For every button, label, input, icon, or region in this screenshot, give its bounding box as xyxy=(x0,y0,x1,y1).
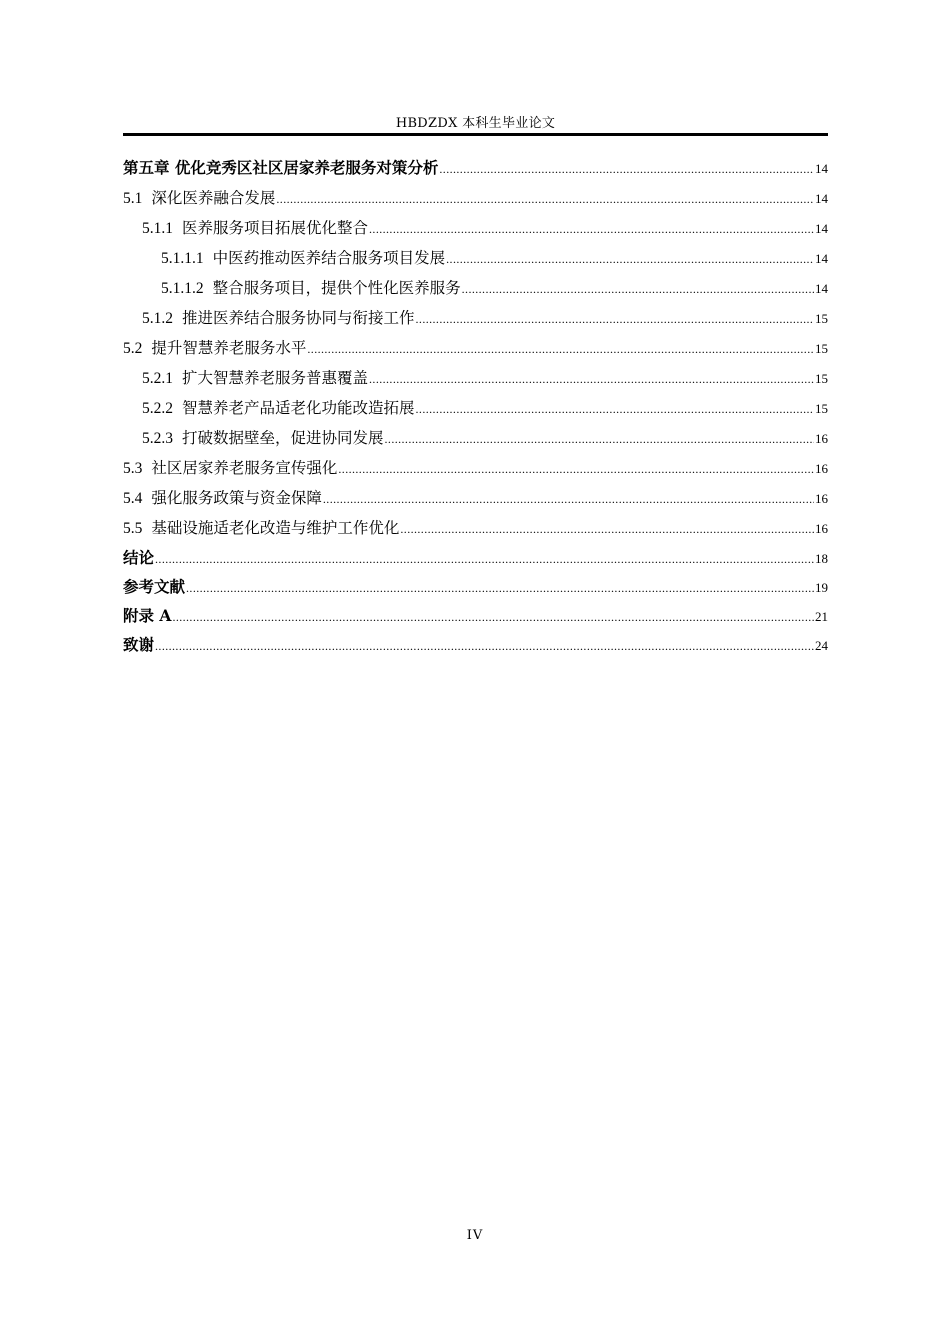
toc-leader-dots xyxy=(400,514,814,544)
toc-entry-title: 参考文献 xyxy=(123,577,186,596)
toc-entry[interactable] xyxy=(123,243,828,273)
toc-entry-page: 16 xyxy=(815,461,828,476)
toc-entry[interactable] xyxy=(123,572,828,601)
toc-entry-number: 5.5 xyxy=(123,520,143,537)
toc-entry-page: 15 xyxy=(815,401,828,416)
toc-leader-dots xyxy=(307,334,814,364)
toc-leader-dots xyxy=(439,154,814,184)
toc-entry-page: 15 xyxy=(815,371,828,386)
toc-entry[interactable] xyxy=(123,333,828,363)
toc-entry-title: 附录 A xyxy=(123,606,172,625)
toc-leader-dots xyxy=(338,454,814,484)
toc-entry-title: 社区居家养老服务宣传强化 xyxy=(151,459,338,477)
toc-entry-number: 5.3 xyxy=(123,460,143,477)
toc-entry-title: 致谢 xyxy=(123,635,155,654)
header-rule xyxy=(123,133,828,136)
toc-leader-dots xyxy=(323,484,814,514)
toc-leader-dots xyxy=(172,603,814,632)
toc-entry-page: 21 xyxy=(815,609,828,624)
toc-leader-dots xyxy=(186,574,814,603)
toc-entry-title: 打破数据壁垒，促进协同发展 xyxy=(182,429,384,447)
toc-entry[interactable] xyxy=(123,303,828,333)
toc-entry[interactable] xyxy=(123,601,828,630)
page-number-footer: IV xyxy=(466,1228,484,1243)
toc-entry-title: 中医药推动医养结合服务项目发展 xyxy=(212,249,446,267)
toc-entry[interactable] xyxy=(123,423,828,453)
toc-entry-number: 5.1.1.2 xyxy=(161,280,204,297)
toc-entry-number: 5.2 xyxy=(123,340,143,357)
toc-entry-number: 5.1 xyxy=(123,190,143,207)
running-header: HBDZDX 本科生毕业论文 xyxy=(395,116,556,131)
toc-leader-dots xyxy=(446,244,814,274)
toc-entry[interactable] xyxy=(123,213,828,243)
toc-entry-page: 16 xyxy=(815,431,828,446)
toc-entry-title: 基础设施适老化改造与维护工作优化 xyxy=(151,519,400,537)
toc-entry-title: 强化服务政策与资金保障 xyxy=(151,489,322,507)
toc-entry[interactable] xyxy=(123,393,828,423)
toc-entry-page: 19 xyxy=(815,580,828,595)
toc-leader-dots xyxy=(155,632,814,661)
toc-entry-number: 5.4 xyxy=(123,490,143,507)
toc-leader-dots xyxy=(276,184,814,214)
toc-entry-title: 结论 xyxy=(123,548,155,567)
toc-entry-page: 15 xyxy=(815,311,828,326)
toc-entry-title: 推进医养结合服务协同与衔接工作 xyxy=(182,309,415,327)
toc-leader-dots xyxy=(416,304,814,334)
toc-entry[interactable] xyxy=(123,153,828,183)
toc-entry-title: 第五章 优化竞秀区社区居家养老服务对策分析 xyxy=(123,158,439,177)
toc-entry-title: 智慧养老产品适老化功能改造拓展 xyxy=(182,399,415,417)
toc-leader-dots xyxy=(369,364,814,394)
toc-leader-dots xyxy=(155,545,814,574)
toc-entry-title: 整合服务项目，提供个性化医养服务 xyxy=(212,279,461,297)
toc-entry-page: 14 xyxy=(815,221,828,236)
toc-entry-page: 16 xyxy=(815,521,828,536)
toc-entry[interactable] xyxy=(123,183,828,213)
table-of-contents xyxy=(123,153,828,659)
toc-entry-page: 14 xyxy=(815,161,828,176)
toc-entry-title: 提升智慧养老服务水平 xyxy=(151,339,307,357)
toc-leader-dots xyxy=(416,394,814,424)
toc-entry-number: 5.2.2 xyxy=(142,400,173,417)
toc-entry-page: 24 xyxy=(815,638,828,653)
toc-entry[interactable] xyxy=(123,483,828,513)
toc-entry-page: 14 xyxy=(815,281,828,296)
toc-entry[interactable] xyxy=(123,453,828,483)
toc-leader-dots xyxy=(462,274,814,304)
toc-entry-number: 5.1.1 xyxy=(142,220,173,237)
toc-entry-number: 5.1.1.1 xyxy=(161,250,204,267)
toc-entry-page: 14 xyxy=(815,251,828,266)
toc-entry-page: 16 xyxy=(815,491,828,506)
toc-leader-dots xyxy=(369,214,814,244)
toc-entry-title: 医养服务项目拓展优化整合 xyxy=(182,219,369,237)
toc-entry[interactable] xyxy=(123,273,828,303)
toc-entry-number: 5.2.3 xyxy=(142,430,173,447)
toc-entry-number: 5.1.2 xyxy=(142,310,173,327)
toc-entry-number: 5.2.1 xyxy=(142,370,173,387)
toc-entry[interactable] xyxy=(123,513,828,543)
toc-entry-page: 18 xyxy=(815,551,828,566)
toc-entry-page: 14 xyxy=(815,191,828,206)
toc-entry-title: 深化医养融合发展 xyxy=(151,189,276,207)
toc-entry[interactable] xyxy=(123,630,828,659)
toc-entry[interactable] xyxy=(123,363,828,393)
toc-entry-title: 扩大智慧养老服务普惠覆盖 xyxy=(182,369,369,387)
toc-entry[interactable] xyxy=(123,543,828,572)
toc-entry-page: 15 xyxy=(815,341,828,356)
toc-leader-dots xyxy=(385,424,814,454)
